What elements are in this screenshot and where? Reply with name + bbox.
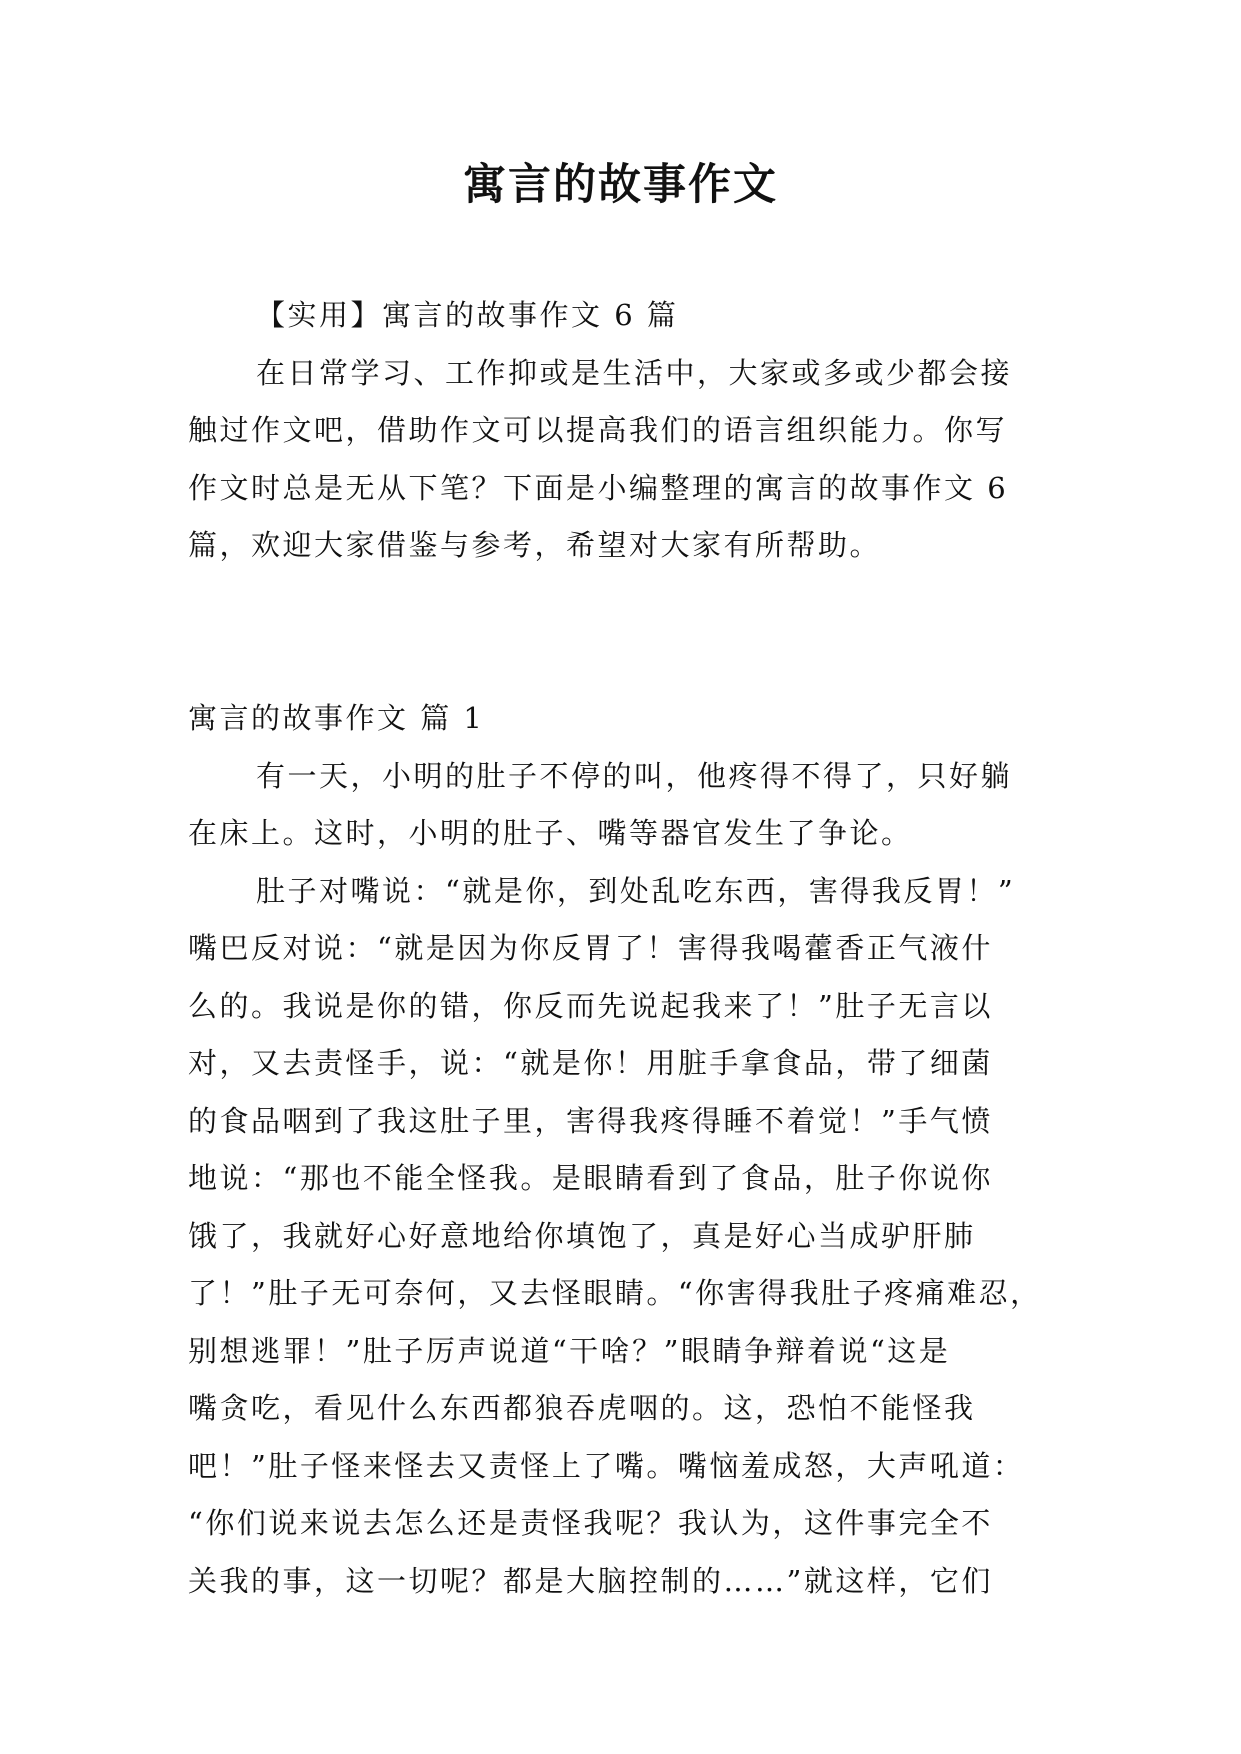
text-line: 关我的事，这一切呢？都是大脑控制的……”就这样，它们 (188, 1563, 993, 1598)
text-line: 作文时总是无从下笔？下面是小编整理的寓言的故事作文 6 (188, 470, 1009, 505)
paragraph-gap (188, 604, 1048, 662)
text-line: 触过作文吧，借助作文可以提高我们的语言组织能力。你写 (188, 413, 1008, 447)
text-line: 饿了，我就好心好意地给你填饱了，真是好心当成驴肝肺 (188, 1218, 976, 1253)
text-line: 别想逃罪！”肚子厉声说道“干啥？”眼睛争辩着说“这是 (188, 1333, 951, 1368)
document-title: 寓言的故事作文 (463, 160, 778, 210)
text-line: 吧！”肚子怪来怪去又责怪上了嘴。嘴恼羞成怒，大声吼道： (188, 1448, 1025, 1483)
text-line: 地说：“那也不能全怪我。是眼睛看到了食品，肚子你说你 (188, 1161, 993, 1195)
text-line: 【实用】寓言的故事作文 6 篇 (256, 298, 679, 332)
text-line: 在日常学习、工作抑或是生活中，大家或多或少都会接 (256, 355, 1013, 390)
document-body (188, 287, 1048, 1610)
text-line: 了！”肚子无可奈何，又去怪眼睛。“你害得我肚子疼痛难忍， (188, 1276, 1042, 1310)
text-line: 嘴巴反对说：“就是因为你反胃了！害得我喝藿香正气液什 (188, 931, 993, 965)
text-line: 有一天，小明的肚子不停的叫，他疼得不得了，只好躺 (256, 758, 1013, 793)
text-line: 寓言的故事作文 篇 1 (188, 701, 485, 735)
text-line: 篇，欢迎大家借鉴与参考，希望对大家有所帮助。 (188, 528, 882, 562)
text-line: 么的。我说是你的错，你反而先说起我来了！”肚子无言以 (188, 988, 993, 1023)
text-line: 对，又去责怪手，说：“就是你！用脏手拿食品，带了细菌 (188, 1046, 993, 1080)
text-line: “你们说来说去怎么还是责怪我呢？我认为，这件事完全不 (188, 1506, 993, 1540)
text-line: 嘴贪吃，看见什么东西都狼吞虎咽的。这，恐怕不能怪我 (188, 1391, 976, 1425)
text-line: 肚子对嘴说：“就是你，到处乱吃东西，害得我反胃！” (256, 873, 1016, 908)
text-line: 的食品咽到了我这肚子里，害得我疼得睡不着觉！”手气愤 (188, 1103, 993, 1138)
text-line: 在床上。这时，小明的肚子、嘴等器官发生了争论。 (188, 816, 913, 850)
